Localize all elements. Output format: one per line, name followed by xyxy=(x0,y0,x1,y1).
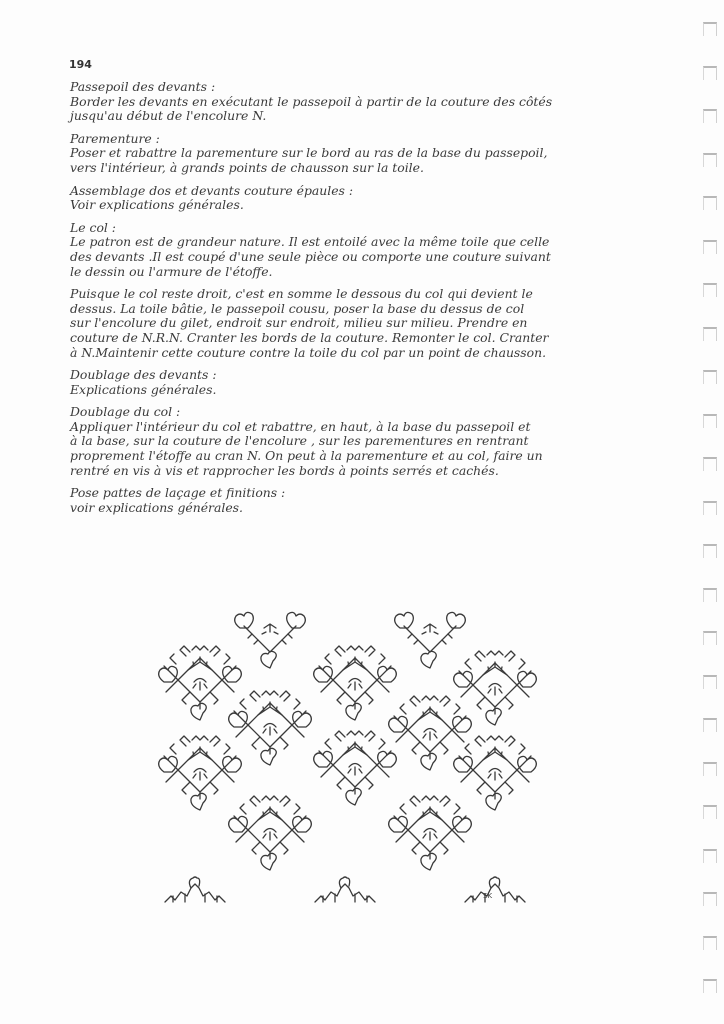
binding-hole-mark xyxy=(703,501,717,515)
section-body xyxy=(70,95,640,124)
text-line: Le patron est de grandeur nature. Il est entoilé avec la même toile que celle xyxy=(70,234,550,250)
motif-diamond xyxy=(159,736,242,810)
binding-hole-mark xyxy=(703,414,717,428)
motif-diamond xyxy=(389,796,472,870)
motif-diamond xyxy=(314,731,397,805)
section-body xyxy=(70,235,640,279)
embroidery-pattern-illustration xyxy=(150,610,540,910)
binding-hole-mark xyxy=(703,631,717,645)
binding-hole-mark xyxy=(703,588,717,602)
text-line: Border les devants en exécutant le passepoil à partir de la couture des côtés xyxy=(70,93,553,109)
section-heading: Passepoil des devants : xyxy=(70,79,216,94)
text-line: Appliquer l'intérieur du col et rabattre, en haut, à la base du passepoil et xyxy=(70,418,531,434)
binding-hole-mark xyxy=(703,370,717,384)
binding-hole-mark xyxy=(703,153,717,167)
motif-diamond xyxy=(159,646,242,720)
binding-hole-mark xyxy=(703,544,717,558)
instruction-section xyxy=(70,287,640,360)
binding-hole-mark xyxy=(703,892,717,906)
section-body xyxy=(70,420,640,478)
binding-hole-mark xyxy=(703,66,717,80)
instruction-section xyxy=(70,221,640,279)
spiral-binding-marks xyxy=(700,0,724,1024)
motif-partial xyxy=(465,877,525,902)
instruction-section xyxy=(70,368,640,397)
section-heading: Pose pattes de laçage et finitions : xyxy=(70,485,286,501)
binding-hole-mark xyxy=(703,675,717,689)
text-line: à la base, sur la couture de l'encolure , sur les parementures en rentrant xyxy=(70,433,529,449)
section-heading: Doublage des devants : xyxy=(70,367,217,383)
text-line: voir explications générales. xyxy=(70,499,243,515)
binding-hole-mark xyxy=(703,22,717,36)
binding-hole-mark xyxy=(703,936,717,950)
binding-hole-mark xyxy=(703,805,717,819)
motif-partial xyxy=(165,877,225,902)
instruction-section xyxy=(70,184,640,213)
text-line: dessus. La toile bâtie, le passepoil cousu, poser la base du dessus de col xyxy=(70,300,525,316)
motif-inverted xyxy=(235,612,306,668)
motif-diamond xyxy=(454,736,537,810)
section-body xyxy=(70,383,640,398)
page-number: 194 xyxy=(69,58,92,71)
binding-hole-mark xyxy=(703,849,717,863)
text-line: à N.Maintenir cette couture contre la toile du col par un point de chausson. xyxy=(70,344,547,360)
motif-diamond xyxy=(454,651,537,725)
text-line: vers l'intérieur, à grands points de chausson sur la toile. xyxy=(70,159,424,175)
text-line: Puisque le col reste droit, c'est en somme le dessous du col qui devient le xyxy=(70,286,533,302)
section-heading: Doublage du col : xyxy=(70,404,181,420)
instruction-section xyxy=(70,80,640,124)
text-line: couture de N.R.N. Cranter les bords de la couture. Remonter le col. Cranter xyxy=(70,329,549,345)
motif-inverted xyxy=(395,612,466,668)
section-body xyxy=(70,287,640,360)
instructions-text xyxy=(70,80,640,523)
text-line: jusqu'au début de l'encolure N. xyxy=(70,108,267,124)
instruction-section xyxy=(70,132,640,176)
section-body xyxy=(70,198,640,213)
motif-diamond xyxy=(229,796,312,870)
binding-hole-mark xyxy=(703,283,717,297)
binding-hole-mark xyxy=(703,718,717,732)
binding-hole-mark xyxy=(703,109,717,123)
binding-hole-mark xyxy=(703,327,717,341)
text-line: Explications générales. xyxy=(70,381,217,397)
text-line: sur l'encolure du gilet, endroit sur endroit, milieu sur milieu. Prendre en xyxy=(70,315,528,331)
text-line: Voir explications générales. xyxy=(70,197,244,213)
motif-partial xyxy=(315,877,375,902)
binding-hole-mark xyxy=(703,762,717,776)
instruction-section xyxy=(70,486,640,515)
motif-diamond xyxy=(389,696,472,770)
instruction-section xyxy=(70,405,640,478)
binding-hole-mark xyxy=(703,457,717,471)
binding-hole-mark xyxy=(703,979,717,993)
section-body xyxy=(70,501,640,516)
text-line: proprement l'étoffe au cran N. On peut à la parementure et au col, faire un xyxy=(70,448,543,464)
motif-diamond xyxy=(229,691,312,765)
binding-hole-mark xyxy=(703,196,717,210)
section-body xyxy=(70,146,640,175)
motif-diamond xyxy=(314,646,397,720)
section-heading: Assemblage dos et devants couture épaules : xyxy=(70,182,354,198)
section-heading: Le col : xyxy=(70,219,116,235)
binding-hole-mark xyxy=(703,240,717,254)
text-line: des devants .Il est coupé d'une seule pièce ou comporte une couture suivant xyxy=(70,248,551,264)
section-heading: Parementure : xyxy=(70,130,160,146)
artist-signature: SK xyxy=(483,892,493,900)
text-line: Poser et rabattre la parementure sur le bord au ras de la base du passepoil, xyxy=(70,145,548,161)
text-line: rentré en vis à vis et rapprocher les bords à points serrés et cachés. xyxy=(70,462,499,478)
text-line: le dessin ou l'armure de l'étoffe. xyxy=(70,263,273,279)
